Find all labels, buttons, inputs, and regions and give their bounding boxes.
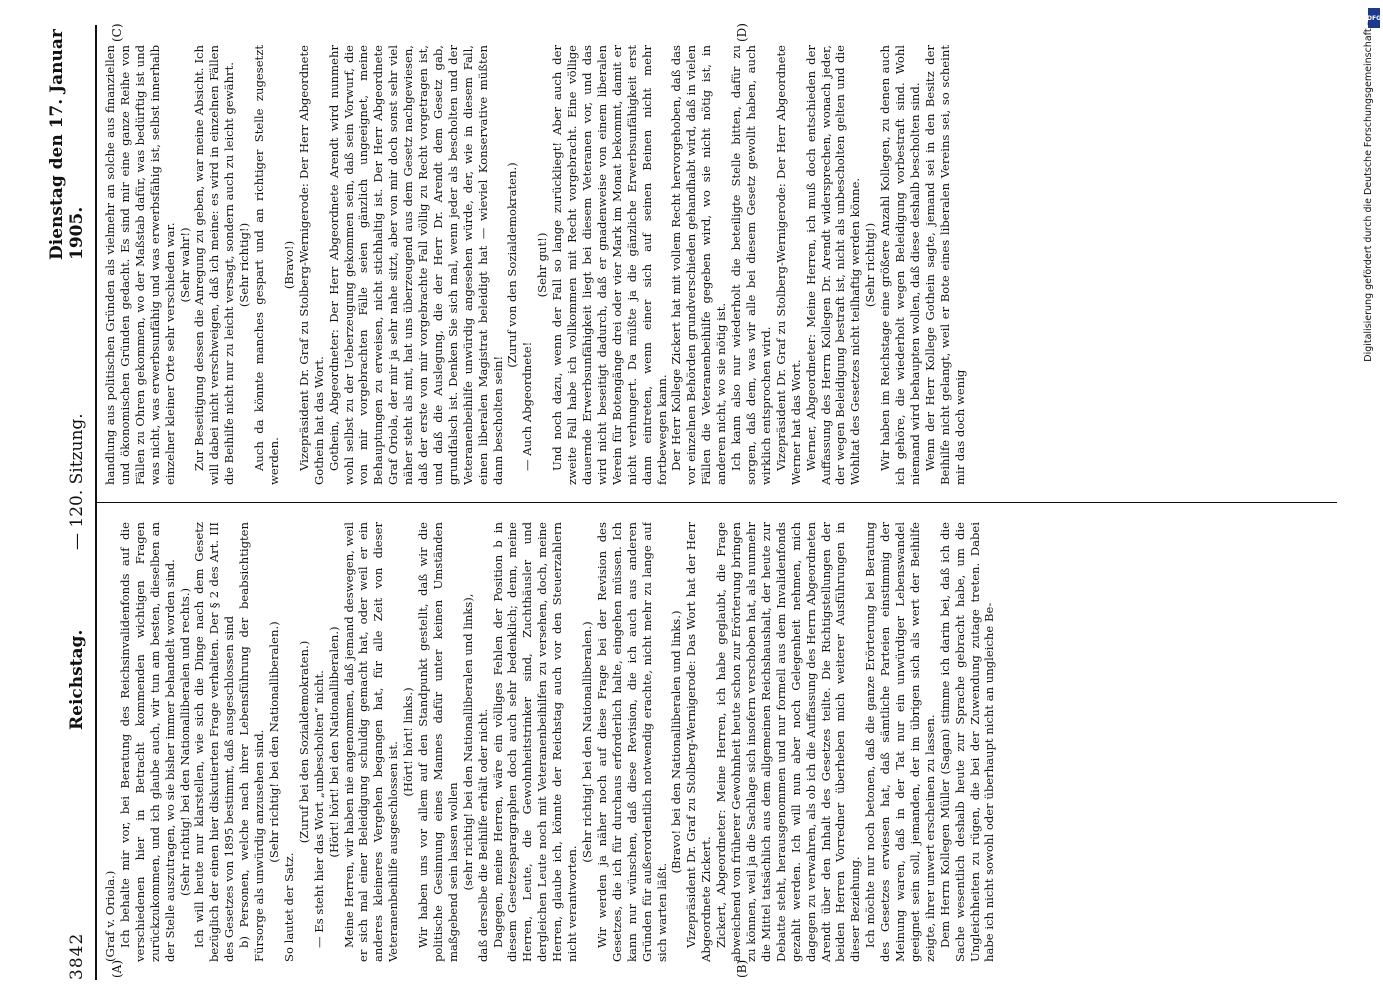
paragraph: (sehr richtig! bei den Nationalliberalen und links), bbox=[460, 593, 475, 891]
page-number: 3842 bbox=[67, 932, 87, 980]
margin-marker-d: (D) bbox=[735, 23, 749, 42]
page-header bbox=[47, 25, 95, 980]
header-left: Reichstag. bbox=[67, 629, 87, 730]
paragraph: (Hört! hört! bei den Nationalliberalen.) bbox=[326, 626, 341, 858]
paragraph: Vizepräsident Dr. Graf zu Stolberg-Wernigerode: Das Wort hat der Herr Abgeordnete Zickert. bbox=[684, 522, 714, 962]
paragraph: Ich behalte mir vor, bei Beratung des Reichsinvalidenfonds auf die verschiedenen hier in Betracht kommenden wichtigen Fragen zurückzukommen, und ich glaube auch, wir tun am besten, dieselben an der Stelle auszutragen, wo sie bisher immer behandelt worden sind. bbox=[117, 522, 177, 962]
paragraph: Dem Herrn Kollegen Müller (Sagan) stimme ich darin bei, daß ich die Sache wesentlich deshalb heute zur Sprache gebracht habe, um die Ungleichheiten zu rügen, die bei der Zuwendung zutage treten. Dabei habe ich nicht sowohl oder überhaupt nicht an ungleiche Be- bbox=[937, 522, 997, 962]
paragraph: (Sehr richtig!) bbox=[863, 222, 878, 308]
paragraph: (Sehr gut!) bbox=[535, 232, 550, 298]
paragraph: Dagegen, meine Herren, wäre ein völliges Fehlen der Position b in diesem Gesetzesparagraphen doch auch sehr bedenklich; denn, meine Herren, Leute, die Gewohnheitstrinker sind, Zuchthäusler und dergleichen Leute noch mit Veteranenbeihilfen zu versehen, doch, meine Herren, glaube ich, könnte der Reichstag auch vor den Steuerzahlern nicht verantworten. bbox=[490, 522, 580, 962]
paragraph: Meine Herren, wir haben nie angenommen, daß jemand deswegen, weil er sich mal einer Beleidigung schuldig gemacht hat, oder weil er ein anderes kleineres Vergehen begangen hat, für alle Zeit von dieser Veteranenbeihilfe ausgeschlossen ist. bbox=[341, 522, 401, 962]
paragraph: — Auch Abgeordnete! bbox=[520, 341, 535, 471]
paragraph: (Bravo!) bbox=[281, 240, 296, 290]
paragraph: Der Herr Kollege Zickert hat mit vollem Recht hervorgehoben, daß das vor einzelnen Behörden grundverschieden gehandhabt wird, daß in vielen Fällen die Veteranenbeihilfe gegeben wird, wo sie nicht nötig ist, in anderen nicht, wo sie nötig ist. bbox=[669, 45, 729, 485]
paragraph: Ich kann also nur wiederholt die beteiligte Stelle bitten, dafür zu sorgen, daß dem, was wir alle bei diesem Gesetz gewollt haben, auch wirklich entsprochen wird. bbox=[729, 45, 773, 485]
header-center: — 120. Sitzung. bbox=[67, 413, 87, 550]
paragraph: handlung aus politischen Gründen als vielmehr an solche aus finanziellen und ökonomischen Gründen gedacht. Es sind mir eine ganze Reihe von Fällen zu Ohren gekommen, wo der Maßstab dafür, was bedürftig ist und was nicht, was erwerbsunfähig und was erwerbsfähig ist, selbst innerhalb einzelner kleiner Orte sehr verschieden war. bbox=[103, 45, 177, 485]
paragraph: Ich möchte nur noch betonen, daß die ganze Erörterung bei Beratung des Gesetzes erwiesen hat, daß sämtliche Parteien einstimmig der Meinung waren, daß in der Tat nur ein unwürdiger Lebenswandel geeignet sein soll, jemanden, der im übrigen sich als wert der Beihilfe zeigte, ihrer unwert erscheinen zu lassen. bbox=[863, 522, 937, 962]
margin-marker-c: (C) bbox=[110, 23, 124, 42]
paragraph: (Zuruf von den Sozialdemokraten.) bbox=[505, 162, 520, 368]
rotated-page bbox=[47, 23, 1345, 980]
paragraph: (Hört! hört! links.) bbox=[401, 687, 416, 797]
paragraph: Gothein, Abgeordneter: Der Herr Abgeordnete Arendt wird nunmehr wohl selbst zu der Ueberzeugung gekommen sein, daß sein Vorwurf, die von mir vorgebrachten Fälle seien gänzlich ungeeignet, meine Behauptungen zu erweisen, nicht stichhaltig ist. Der Herr Abgeordnete Graf Oriola, der mir ja sehr nahe sitzt, aber von mir doch sonst sehr viel näher steht als mit, hat uns überzeugend aus dem Gesetz nachgewiesen, daß der erste von mir vorgebrachte Fall völlig zu Recht vorgetragen ist, und daß die Auslegung, die der Herr Dr. Arendt dem Gesetz gab, grundfalsch ist. Denken Sie sich mal, wenn jeder als bescholten und der Veteranenbeihilfe unwürdig angesehen würde, der, wie in diesem Fall, einen liberalen Magistrat beleidigt hat — wieviel Konservative müßten dann bescholten sein! bbox=[326, 45, 505, 485]
paragraph: Wir werden ja näher noch auf diese Frage bei der Revision des Gesetzes, die ich für durchaus erforderlich halte, eingehen müssen. Ich kann nur wünschen, daß diese Revision, die ich auch aus anderen Gründen für außerordentlich notwendig erachte, nicht mehr zu lange auf sich warten läßt. bbox=[594, 522, 669, 962]
paragraph: Ich will heute nur klarstellen, wie sich die Dinge nach dem Gesetz bezüglich der einen hier diskutierten Frage verhalten. Der § 2 des Art. III des Gesetzes von 1895 bestimmt, daß ausgeschlossen sind bbox=[192, 522, 237, 962]
paragraph: (Bravo! bei den Nationalliberalen und links.) bbox=[669, 610, 684, 874]
paragraph: Vizepräsident Dr. Graf zu Stolberg-Wernigerode: Der Herr Abgeordnete Werner hat das Wort. bbox=[773, 45, 803, 485]
paragraph: (Sehr richtig! bei den Nationalliberalen und rechts.) bbox=[177, 587, 192, 897]
paragraph: (Zuruf bei den Sozialdemokraten.) bbox=[296, 640, 311, 844]
paragraph: So lautet der Satz. bbox=[281, 852, 296, 962]
paragraph: Werner, Abgeordneter: Meine Herren, ich muß doch entschieden der Auffassung des Herrn Kollegen Dr. Arendt widersprechen, wonach jeder, der wegen Beleidigung bestraft ist, nicht als unbescholten gelten und die Wohltat des Gesetzes nicht teilhaftig werden könne. bbox=[803, 45, 863, 485]
digitization-note-text: Digitalisierung gefördert durch die Deutsche Forschungsgemeinschaft - bbox=[1363, 22, 1374, 362]
paragraph: b) Personen, welche nach ihrer Lebensführung der beabsichtigten Fürsorge als unwürdig anzusehen sind. bbox=[237, 522, 267, 962]
paragraph: Wir haben im Reichstage eine größere Anzahl Kollegen, zu denen auch ich gehöre, die wiederholt wegen Beleidigung vorbestraft sind. Wohl niemand wird behaupten wollen, daß diese deshalb bescholten sind. bbox=[878, 45, 922, 485]
paragraph: Vizepräsident Dr. Graf zu Stolberg-Wernigerode: Der Herr Abgeordnete Gothein hat das Wort. bbox=[296, 45, 326, 485]
column-rule bbox=[97, 502, 1337, 503]
paragraph: Wir haben uns vor allem auf den Standpunkt gestellt, daß wir die politische Gesinnung eines Mannes dafür unter keinen Umständen maßgebend sein lassen wollen bbox=[416, 522, 460, 962]
paragraph: Und noch dazu, wenn der Fall so lange zurückliegt! Aber auch der zweite Fall habe ich vollkommen mit Recht vorgebracht. Eine völlige dauernde Erwerbsunfähigkeit liegt bei diesem Veteranen vor, und das wird nicht beseitigt dadurch, daß er gnadenweise von einem liberalen Verein für Botengänge drei oder vier Mark im Monat bekommt, damit er nicht verhungert. Da müßte ja die gänzliche Erwerbsunfähigkeit erst dann eintreten, wenn einer sich auf seinen Beinen nicht mehr fortbewegen kann. bbox=[550, 45, 669, 485]
margin-marker-b: (B) bbox=[735, 959, 749, 978]
page-frame bbox=[47, 23, 1345, 980]
paragraph: (Sehr richtig! bei den Nationalliberalen.) bbox=[266, 621, 281, 863]
digitization-note bbox=[1355, 22, 1377, 982]
paragraph: daß derselbe die Beihilfe erhält oder nicht. bbox=[475, 708, 490, 962]
header-right: Dienstag den 17. Januar 1905. bbox=[47, 29, 87, 260]
paragraph: (Sehr richtig! bei den Nationalliberalen.) bbox=[580, 621, 594, 863]
dfg-logo: DFG bbox=[1368, 8, 1380, 28]
paragraph: (Sehr richtig!) bbox=[237, 222, 252, 308]
paragraph: Zur Beseitigung dessen die Anregung zu geben, war meine Absicht. Ich will dabei nicht verschweigen, daß ich meine: es wird in einzelnen Fällen die Beihilfe nicht nur zu leicht versagt, sondern auch zu leicht gewährt. bbox=[192, 45, 237, 485]
margin-marker-a: (A) bbox=[110, 959, 124, 978]
left-text-column bbox=[103, 522, 1333, 962]
right-text-column bbox=[103, 45, 1333, 485]
paragraph: (Sehr wahr!) bbox=[177, 227, 192, 303]
paragraph: — Es steht hier das Wort „unbescholten“ nicht. bbox=[311, 670, 326, 948]
paragraph: Zickert, Abgeordneter: Meine Herren, ich habe geglaubt, die Frage abweichend von früherer Gewohnheit heute schon zur Erörterung bringen zu können, weil ja die Sachlage sich insofern verschoben hat, als nunmehr die Mittel tatsächlich aus dem allgemeinen Reichshaushalt, der heute zur Debatte steht, herausgenommen und nur formell aus dem Invalidenfonds gezahlt werden. Ich will nun aber noch Gelegenheit nehmen, mich dagegen zu verwahren, als ob ich die Auffassung des Herrn Abgeordneten Arendt über den Inhalt des Gesetzes teilte. Die Richtigstellungen der beiden Herren Vorredner überheben mich weiterer Ausführungen in dieser Beziehung. bbox=[714, 522, 863, 962]
paragraph: Auch da könnte manches gespart und an richtiger Stelle zugesetzt werden. bbox=[252, 45, 281, 485]
paragraph: (Graf v. Oriola.) bbox=[103, 870, 117, 962]
paragraph: Wenn der Herr Kollege Gothein sagte, jemand sei in den Besitz der Beihilfe nicht gelangt, weil er Bote eines liberalen Vereins sei, so scheint mir das doch wenig bbox=[922, 45, 967, 485]
